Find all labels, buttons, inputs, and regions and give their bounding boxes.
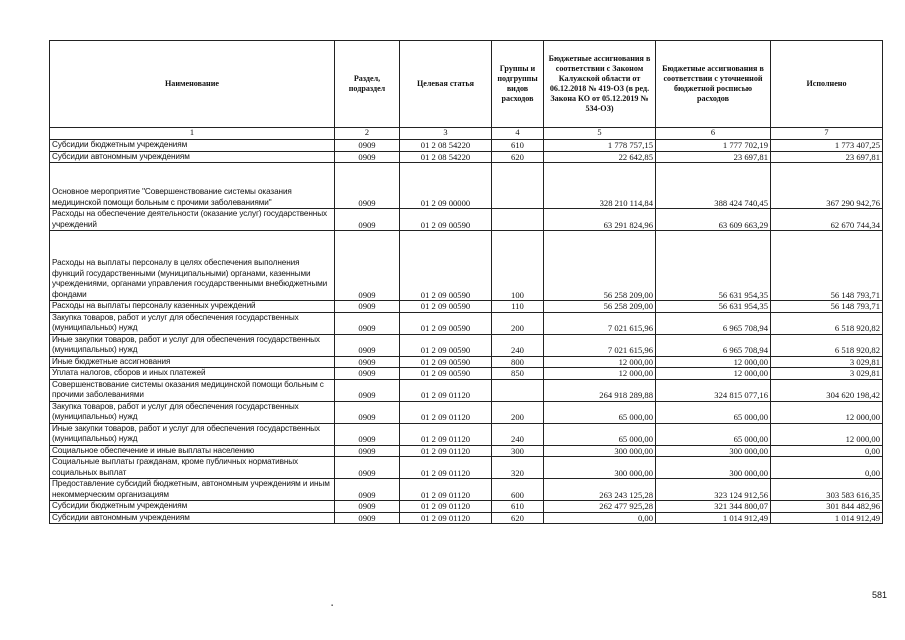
row-article: 01 2 09 00590 bbox=[400, 231, 492, 301]
row-section: 0909 bbox=[335, 209, 400, 231]
row-article: 01 2 09 01120 bbox=[400, 423, 492, 445]
row-article: 01 2 09 01120 bbox=[400, 457, 492, 479]
table-row bbox=[50, 231, 883, 301]
row-refined-amount: 388 424 740,45 bbox=[656, 163, 771, 209]
row-name: Субсидии бюджетным учреждениям bbox=[50, 501, 335, 513]
row-group: 620 bbox=[492, 512, 544, 524]
row-name: Закупка товаров, работ и услуг для обеспечения государственных (муниципальных) нужд bbox=[50, 401, 335, 423]
row-executed-amount: 56 148 793,71 bbox=[771, 301, 883, 313]
row-name: Субсидии автономным учреждениям bbox=[50, 512, 335, 524]
row-group: 200 bbox=[492, 312, 544, 334]
table-row bbox=[50, 379, 883, 401]
row-article: 01 2 09 01120 bbox=[400, 379, 492, 401]
row-name: Социальные выплаты гражданам, кроме публичных нормативных социальных выплат bbox=[50, 457, 335, 479]
row-executed-amount: 62 670 744,34 bbox=[771, 209, 883, 231]
row-article: 01 2 08 54220 bbox=[400, 140, 492, 152]
page-number: 581 bbox=[872, 590, 888, 600]
column-number-row bbox=[50, 128, 883, 140]
row-law-amount: 12 000,00 bbox=[544, 356, 656, 368]
row-refined-amount: 56 631 954,35 bbox=[656, 301, 771, 313]
row-law-amount: 12 000,00 bbox=[544, 368, 656, 380]
row-refined-amount: 65 000,00 bbox=[656, 423, 771, 445]
row-article: 01 2 09 00590 bbox=[400, 301, 492, 313]
row-law-amount: 0,00 bbox=[544, 512, 656, 524]
budget-table bbox=[49, 40, 883, 524]
header-done: Исполнено bbox=[771, 41, 883, 128]
row-section: 0909 bbox=[335, 479, 400, 501]
table-row bbox=[50, 334, 883, 356]
row-name: Иные закупки товаров, работ и услуг для обеспечения государственных (муниципальных) нужд bbox=[50, 334, 335, 356]
row-name: Субсидии бюджетным учреждениям bbox=[50, 140, 335, 152]
row-refined-amount: 1 014 912,49 bbox=[656, 512, 771, 524]
table-row bbox=[50, 301, 883, 313]
row-name: Расходы на выплаты персоналу казенных учреждений bbox=[50, 301, 335, 313]
row-section: 0909 bbox=[335, 231, 400, 301]
row-article: 01 2 09 01120 bbox=[400, 401, 492, 423]
header-section: Раздел, подраздел bbox=[335, 41, 400, 128]
row-article: 01 2 09 01120 bbox=[400, 445, 492, 457]
row-article: 01 2 09 00590 bbox=[400, 312, 492, 334]
column-number: 1 bbox=[50, 128, 335, 140]
row-law-amount: 1 778 757,15 bbox=[544, 140, 656, 152]
column-number: 5 bbox=[544, 128, 656, 140]
row-refined-amount: 300 000,00 bbox=[656, 457, 771, 479]
row-group: 320 bbox=[492, 457, 544, 479]
header-row bbox=[50, 41, 883, 128]
row-law-amount: 65 000,00 bbox=[544, 401, 656, 423]
table-row bbox=[50, 356, 883, 368]
row-executed-amount: 1 773 407,25 bbox=[771, 140, 883, 152]
table-row bbox=[50, 445, 883, 457]
row-name: Уплата налогов, сборов и иных платежей bbox=[50, 368, 335, 380]
row-law-amount: 328 210 114,84 bbox=[544, 163, 656, 209]
row-name: Совершенствование системы оказания медицинской помощи больным с прочими заболеваниями bbox=[50, 379, 335, 401]
row-article: 01 2 09 01120 bbox=[400, 501, 492, 513]
row-article: 01 2 09 00590 bbox=[400, 356, 492, 368]
row-law-amount: 56 258 209,00 bbox=[544, 301, 656, 313]
row-section: 0909 bbox=[335, 140, 400, 152]
table-row bbox=[50, 423, 883, 445]
row-section: 0909 bbox=[335, 163, 400, 209]
header-law: Бюджетные ассигнования в соответствии с Законом Калужской области от 06.12.2018 № 419-ОЗ (в ред. Закона КО от 05.12.2019 № 534-ОЗ) bbox=[544, 41, 656, 128]
column-number: 6 bbox=[656, 128, 771, 140]
column-number: 3 bbox=[400, 128, 492, 140]
row-refined-amount: 300 000,00 bbox=[656, 445, 771, 457]
row-executed-amount: 23 697,81 bbox=[771, 151, 883, 163]
table-row bbox=[50, 151, 883, 163]
row-group: 610 bbox=[492, 140, 544, 152]
row-section: 0909 bbox=[335, 356, 400, 368]
row-refined-amount: 1 777 702,19 bbox=[656, 140, 771, 152]
row-law-amount: 22 642,85 bbox=[544, 151, 656, 163]
table-row bbox=[50, 368, 883, 380]
row-section: 0909 bbox=[335, 151, 400, 163]
row-executed-amount: 12 000,00 bbox=[771, 401, 883, 423]
row-section: 0909 bbox=[335, 379, 400, 401]
row-refined-amount: 6 965 708,94 bbox=[656, 334, 771, 356]
row-law-amount: 263 243 125,28 bbox=[544, 479, 656, 501]
row-law-amount: 65 000,00 bbox=[544, 423, 656, 445]
row-section: 0909 bbox=[335, 368, 400, 380]
row-refined-amount: 23 697,81 bbox=[656, 151, 771, 163]
column-number: 7 bbox=[771, 128, 883, 140]
row-executed-amount: 56 148 793,71 bbox=[771, 231, 883, 301]
row-section: 0909 bbox=[335, 301, 400, 313]
row-name: Предоставление субсидий бюджетным, автономным учреждениям и иным некоммерческим организациям bbox=[50, 479, 335, 501]
row-refined-amount: 56 631 954,35 bbox=[656, 231, 771, 301]
table-row bbox=[50, 140, 883, 152]
row-group: 600 bbox=[492, 479, 544, 501]
column-number: 4 bbox=[492, 128, 544, 140]
row-name: Субсидии автономным учреждениям bbox=[50, 151, 335, 163]
row-name: Основное мероприятие "Совершенствование системы оказания медицинской помощи больным с прочими заболеваниями" bbox=[50, 163, 335, 209]
row-section: 0909 bbox=[335, 423, 400, 445]
row-executed-amount: 0,00 bbox=[771, 445, 883, 457]
row-article: 01 2 09 00590 bbox=[400, 334, 492, 356]
row-group: 850 bbox=[492, 368, 544, 380]
row-group: 240 bbox=[492, 334, 544, 356]
row-executed-amount: 6 518 920,82 bbox=[771, 334, 883, 356]
table-row bbox=[50, 501, 883, 513]
row-refined-amount: 12 000,00 bbox=[656, 368, 771, 380]
row-executed-amount: 3 029,81 bbox=[771, 356, 883, 368]
column-number: 2 bbox=[335, 128, 400, 140]
row-name: Иные закупки товаров, работ и услуг для обеспечения государственных (муниципальных) нужд bbox=[50, 423, 335, 445]
row-name: Закупка товаров, работ и услуг для обеспечения государственных (муниципальных) нужд bbox=[50, 312, 335, 334]
header-group: Группы и подгруппы видов расходов bbox=[492, 41, 544, 128]
row-name: Социальное обеспечение и иные выплаты населению bbox=[50, 445, 335, 457]
table-row bbox=[50, 457, 883, 479]
row-refined-amount: 321 344 800,07 bbox=[656, 501, 771, 513]
row-executed-amount: 12 000,00 bbox=[771, 423, 883, 445]
table-row bbox=[50, 479, 883, 501]
row-group: 240 bbox=[492, 423, 544, 445]
row-section: 0909 bbox=[335, 312, 400, 334]
row-section: 0909 bbox=[335, 512, 400, 524]
row-refined-amount: 65 000,00 bbox=[656, 401, 771, 423]
row-refined-amount: 324 815 077,16 bbox=[656, 379, 771, 401]
row-group bbox=[492, 209, 544, 231]
row-section: 0909 bbox=[335, 334, 400, 356]
row-article: 01 2 09 00000 bbox=[400, 163, 492, 209]
row-name: Расходы на обеспечение деятельности (оказание услуг) государственных учреждений bbox=[50, 209, 335, 231]
row-section: 0909 bbox=[335, 457, 400, 479]
row-refined-amount: 63 609 663,29 bbox=[656, 209, 771, 231]
row-refined-amount: 12 000,00 bbox=[656, 356, 771, 368]
row-refined-amount: 323 124 912,56 bbox=[656, 479, 771, 501]
row-section: 0909 bbox=[335, 445, 400, 457]
row-section: 0909 bbox=[335, 501, 400, 513]
row-law-amount: 300 000,00 bbox=[544, 457, 656, 479]
header-refined: Бюджетные ассигнования в соответствии с уточненной бюджетной росписью расходов bbox=[656, 41, 771, 128]
row-refined-amount: 6 965 708,94 bbox=[656, 312, 771, 334]
table-row bbox=[50, 401, 883, 423]
header-article: Целевая статья bbox=[400, 41, 492, 128]
row-article: 01 2 09 01120 bbox=[400, 512, 492, 524]
row-group bbox=[492, 379, 544, 401]
row-group bbox=[492, 163, 544, 209]
row-group: 800 bbox=[492, 356, 544, 368]
row-group: 100 bbox=[492, 231, 544, 301]
row-executed-amount: 1 014 912,49 bbox=[771, 512, 883, 524]
row-name: Иные бюджетные ассигнования bbox=[50, 356, 335, 368]
row-group: 110 bbox=[492, 301, 544, 313]
row-executed-amount: 6 518 920,82 bbox=[771, 312, 883, 334]
row-group: 200 bbox=[492, 401, 544, 423]
row-section: 0909 bbox=[335, 401, 400, 423]
table-row bbox=[50, 512, 883, 524]
row-law-amount: 63 291 824,96 bbox=[544, 209, 656, 231]
row-name: Расходы на выплаты персоналу в целях обеспечения выполнения функций государственными (муниципальными) органами, казенными учреждениями, органами управления государственными внебюджетными фондами bbox=[50, 231, 335, 301]
row-group: 610 bbox=[492, 501, 544, 513]
row-law-amount: 7 021 615,96 bbox=[544, 312, 656, 334]
row-article: 01 2 09 01120 bbox=[400, 479, 492, 501]
row-law-amount: 262 477 925,28 bbox=[544, 501, 656, 513]
row-article: 01 2 09 00590 bbox=[400, 368, 492, 380]
row-law-amount: 56 258 209,00 bbox=[544, 231, 656, 301]
row-article: 01 2 08 54220 bbox=[400, 151, 492, 163]
row-executed-amount: 301 844 482,96 bbox=[771, 501, 883, 513]
row-law-amount: 300 000,00 bbox=[544, 445, 656, 457]
table-row bbox=[50, 312, 883, 334]
row-group: 620 bbox=[492, 151, 544, 163]
row-executed-amount: 0,00 bbox=[771, 457, 883, 479]
row-group: 300 bbox=[492, 445, 544, 457]
table-row bbox=[50, 209, 883, 231]
scan-speck: ▪ bbox=[331, 603, 334, 609]
row-executed-amount: 303 583 616,35 bbox=[771, 479, 883, 501]
row-article: 01 2 09 00590 bbox=[400, 209, 492, 231]
row-law-amount: 264 918 289,88 bbox=[544, 379, 656, 401]
header-name: Наименование bbox=[50, 41, 335, 128]
row-executed-amount: 304 620 198,42 bbox=[771, 379, 883, 401]
row-executed-amount: 367 290 942,76 bbox=[771, 163, 883, 209]
row-law-amount: 7 021 615,96 bbox=[544, 334, 656, 356]
row-executed-amount: 3 029,81 bbox=[771, 368, 883, 380]
table-row bbox=[50, 163, 883, 209]
